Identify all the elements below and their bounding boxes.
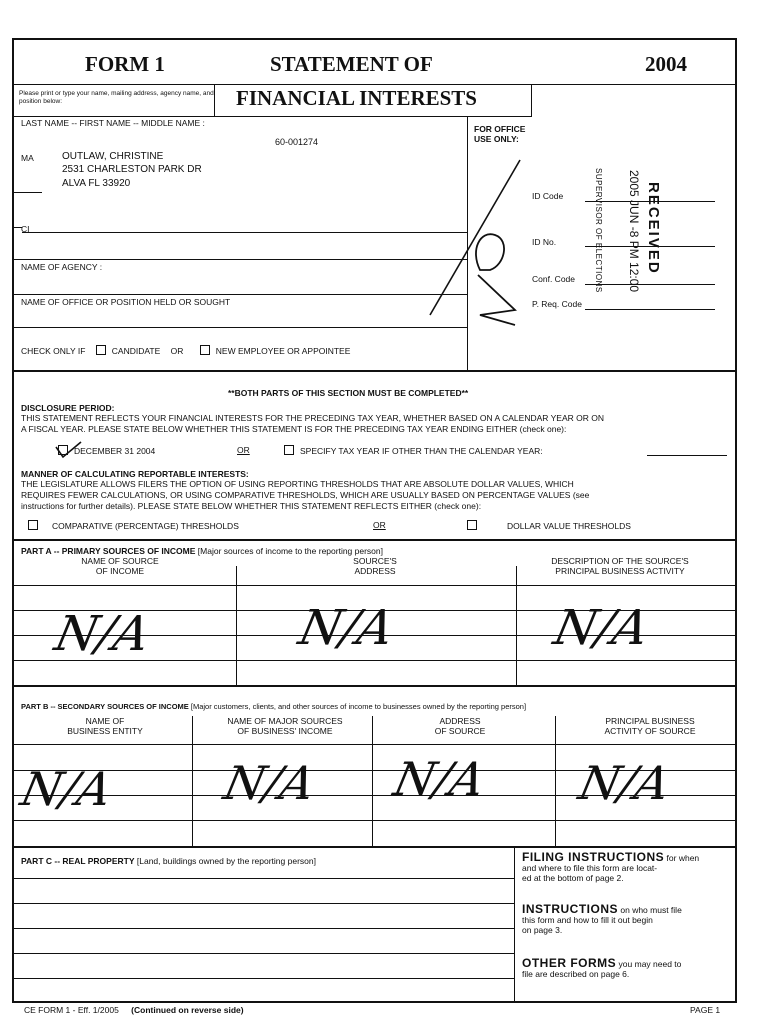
specify-option <box>284 445 543 456</box>
rule <box>236 566 237 685</box>
manner-text-1: THE LEGISLATURE ALLOWS FILERS THE OPTION OF USING REPORTING THRESHOLDS THAT ARE ABSOLUTE DOLLAR VALUES, WHICH <box>21 479 574 489</box>
col-header-line2: OF SOURCE <box>434 726 486 736</box>
id-code-label: ID Code <box>532 191 564 201</box>
part-a-entry-1: N/A <box>50 606 155 662</box>
new-employee-checkbox[interactable] <box>200 345 210 355</box>
part-b-heading: PART B -- SECONDARY SOURCES OF INCOME <box>21 702 189 711</box>
filing-text-c: ed at the bottom of page 2. <box>522 873 624 883</box>
other-text-a: you may need to <box>618 959 682 969</box>
rule <box>12 978 514 979</box>
rule <box>12 820 735 821</box>
specify-checkbox[interactable] <box>284 445 294 455</box>
rule <box>214 84 215 117</box>
frame-top <box>12 38 736 40</box>
other-text-b: file are described on page 6. <box>522 969 630 979</box>
office-label: NAME OF OFFICE OR POSITION HELD OR SOUGHT <box>21 297 231 307</box>
check-mark-icon <box>54 440 84 460</box>
rule <box>22 232 467 233</box>
office-use-label-1: FOR OFFICE <box>474 124 526 134</box>
part-b-entry-1: N/A <box>16 762 117 816</box>
december-label: DECEMBER 31 2004 <box>74 446 156 456</box>
other-forms-note <box>522 958 730 979</box>
or-label-period: OR <box>237 445 250 455</box>
or-label: OR <box>170 346 184 356</box>
part-a-col2-header <box>300 556 450 576</box>
rule <box>12 192 42 193</box>
dollar-label: DOLLAR VALUE THRESHOLDS <box>507 521 631 531</box>
comparative-label: COMPARATIVE (PERCENTAGE) THRESHOLDS <box>52 521 239 531</box>
stamp-supervisor: SUPERVISOR OF ELECTIONS <box>594 168 603 293</box>
period-text-1: THIS STATEMENT REFLECTS YOUR FINANCIAL INTERESTS FOR THE PRECEDING TAX YEAR, WHETHER BASED ON A CALENDAR YEAR OR ON <box>21 413 604 423</box>
check-only-if-row <box>21 345 350 356</box>
part-c-heading-row <box>21 856 316 866</box>
col-header-line2: OF INCOME <box>95 566 145 576</box>
form-title-line1: STATEMENT OF <box>270 52 433 76</box>
check-only-if-label: CHECK ONLY IF <box>21 346 86 356</box>
col-header-line1: ADDRESS <box>439 716 481 726</box>
print-instruction: Please print or type your name, mailing address, agency name, and position below: <box>19 90 214 105</box>
new-employee-label: NEW EMPLOYEE OR APPOINTEE <box>215 346 351 356</box>
handwritten-no-mark <box>420 150 530 330</box>
rule <box>12 903 514 904</box>
footer-page: PAGE 1 <box>690 1005 721 1015</box>
id-number: 60-001274 <box>275 137 319 147</box>
rule <box>555 716 556 846</box>
dollar-checkbox[interactable] <box>467 520 477 530</box>
rule <box>12 846 736 848</box>
both-parts-note: **BOTH PARTS OF THIS SECTION MUST BE COMPLETED** <box>228 388 469 398</box>
comparative-checkbox[interactable] <box>28 520 38 530</box>
part-b-col4-header <box>565 716 735 736</box>
inst-text-c: on page 3. <box>522 925 563 935</box>
stamp-date: 2005 JUN -8 PM 12:00 <box>627 170 641 293</box>
rule <box>531 84 532 117</box>
col-header-line2: OF BUSINESS' INCOME <box>237 726 333 736</box>
col-header-line1: NAME OF SOURCE <box>81 556 159 566</box>
filer-city: ALVA FL 33920 <box>62 178 131 189</box>
other-heading: OTHER FORMS <box>522 956 617 970</box>
p-req-code-line <box>585 309 715 310</box>
part-a-heading-row <box>21 546 383 556</box>
rule <box>12 327 467 328</box>
part-a-col3-header <box>525 556 715 576</box>
or-label-manner: OR <box>373 520 386 530</box>
frame-bottom <box>12 1001 737 1003</box>
comparative-option <box>28 520 239 531</box>
col-header-line1: NAME OF <box>85 716 125 726</box>
manner-text-3: instructions for further details). PLEASE STATE BELOW WHETHER THIS STATEMENT REFLECTS EITHER (check one): <box>21 501 482 511</box>
filing-instructions <box>522 852 730 883</box>
footer-left <box>24 1005 244 1015</box>
col-header-line1: PRINCIPAL BUSINESS <box>605 716 695 726</box>
col-header-line2: ACTIVITY OF SOURCE <box>604 726 696 736</box>
inst-text-b: this form and how to fill it out begin <box>522 915 653 925</box>
part-b-entry-3: N/A <box>389 752 490 806</box>
filing-heading: FILING INSTRUCTIONS <box>522 850 665 864</box>
rule <box>12 878 514 879</box>
period-heading: DISCLOSURE PERIOD: <box>21 403 115 413</box>
part-b-entry-4: N/A <box>574 756 675 810</box>
manner-heading: MANNER OF CALCULATING REPORTABLE INTERESTS: <box>21 469 249 479</box>
part-b-col2-header <box>200 716 370 736</box>
inst-text-a: on who must file <box>620 905 682 915</box>
part-b-entry-2: N/A <box>219 756 320 810</box>
rule <box>12 953 514 954</box>
rule <box>12 685 736 687</box>
filer-name: OUTLAW, CHRISTINE <box>62 151 164 162</box>
form-title-line2: FINANCIAL INTERESTS <box>236 86 477 110</box>
rule <box>12 928 514 929</box>
part-b-col3-header <box>385 716 535 736</box>
manner-text-2: REQUIRES FEWER CALCULATIONS, OR USING COMPARATIVE THRESHOLDS, WHICH ARE USUALLY BASED ON PERCENTAGE VALUES (see <box>21 490 590 500</box>
rule <box>12 585 735 586</box>
rule <box>12 370 736 372</box>
part-a-subheading: [Major sources of income to the reporting person] <box>197 546 383 556</box>
specify-line[interactable] <box>647 455 727 456</box>
part-a-entry-2: N/A <box>294 600 399 656</box>
instructions-note <box>522 904 730 935</box>
rule <box>12 84 735 85</box>
part-a-entry-3: N/A <box>549 600 654 656</box>
candidate-checkbox[interactable] <box>96 345 106 355</box>
part-b-col1-header <box>40 716 170 736</box>
rule <box>12 539 736 541</box>
rule <box>192 716 193 846</box>
col-header-line2: BUSINESS ENTITY <box>67 726 143 736</box>
col-header-line1: SOURCE'S <box>353 556 397 566</box>
footer-continued: (Continued on reverse side) <box>131 1005 244 1015</box>
part-c-heading: PART C -- REAL PROPERTY <box>21 856 135 866</box>
office-use-label-2: USE ONLY: <box>474 134 519 144</box>
candidate-label: CANDIDATE <box>111 346 161 356</box>
part-b-subheading: [Major customers, clients, and other sources of income to businesses owned by the reporting person] <box>190 702 527 711</box>
conf-code-label: Conf. Code <box>532 274 575 284</box>
col-header-line1: DESCRIPTION OF THE SOURCE'S <box>551 556 689 566</box>
rule <box>514 846 515 1001</box>
form-number: FORM 1 <box>85 52 165 76</box>
part-a-col1-header <box>60 556 180 576</box>
filing-text-a: for when <box>666 853 700 863</box>
rule <box>12 259 467 260</box>
id-no-label: ID No. <box>532 237 557 247</box>
rule <box>12 294 467 295</box>
agency-label: NAME OF AGENCY : <box>21 262 103 272</box>
dollar-option <box>467 520 631 531</box>
stamp-received: RECEIVED <box>645 182 662 275</box>
rule <box>12 116 532 117</box>
part-b-heading-row <box>21 702 526 711</box>
period-text-2: A FISCAL YEAR. PLEASE STATE BELOW WHETHER THIS STATEMENT IS FOR THE PRECEDING TAX YEAR ENDING EITHER (check one): <box>21 424 567 434</box>
city-label: CI <box>21 224 30 234</box>
frame-right <box>735 38 737 1002</box>
mailing-label: MA <box>21 153 34 163</box>
col-header-line2: ADDRESS <box>354 566 396 576</box>
footer-form-id: CE FORM 1 - Eff. 1/2005 <box>24 1005 119 1015</box>
rule <box>516 566 517 685</box>
rule <box>12 744 735 745</box>
part-c-subheading: [Land, buildings owned by the reporting person] <box>136 856 316 866</box>
name-label: LAST NAME -- FIRST NAME -- MIDDLE NAME : <box>21 118 205 128</box>
rule <box>372 716 373 846</box>
col-header-line2: PRINCIPAL BUSINESS ACTIVITY <box>555 566 685 576</box>
p-req-code-label: P. Req. Code <box>532 299 582 309</box>
part-a-heading: PART A -- PRIMARY SOURCES OF INCOME <box>21 546 196 556</box>
col-header-line1: NAME OF MAJOR SOURCES <box>227 716 343 726</box>
specify-label: SPECIFY TAX YEAR IF OTHER THAN THE CALENDAR YEAR: <box>300 446 543 456</box>
inst-heading: INSTRUCTIONS <box>522 902 618 916</box>
frame-left <box>12 38 14 1002</box>
form-year: 2004 <box>645 52 687 76</box>
filing-text-b: and where to file this form are locat- <box>522 863 658 873</box>
filer-address: 2531 CHARLESTON PARK DR <box>62 164 202 175</box>
